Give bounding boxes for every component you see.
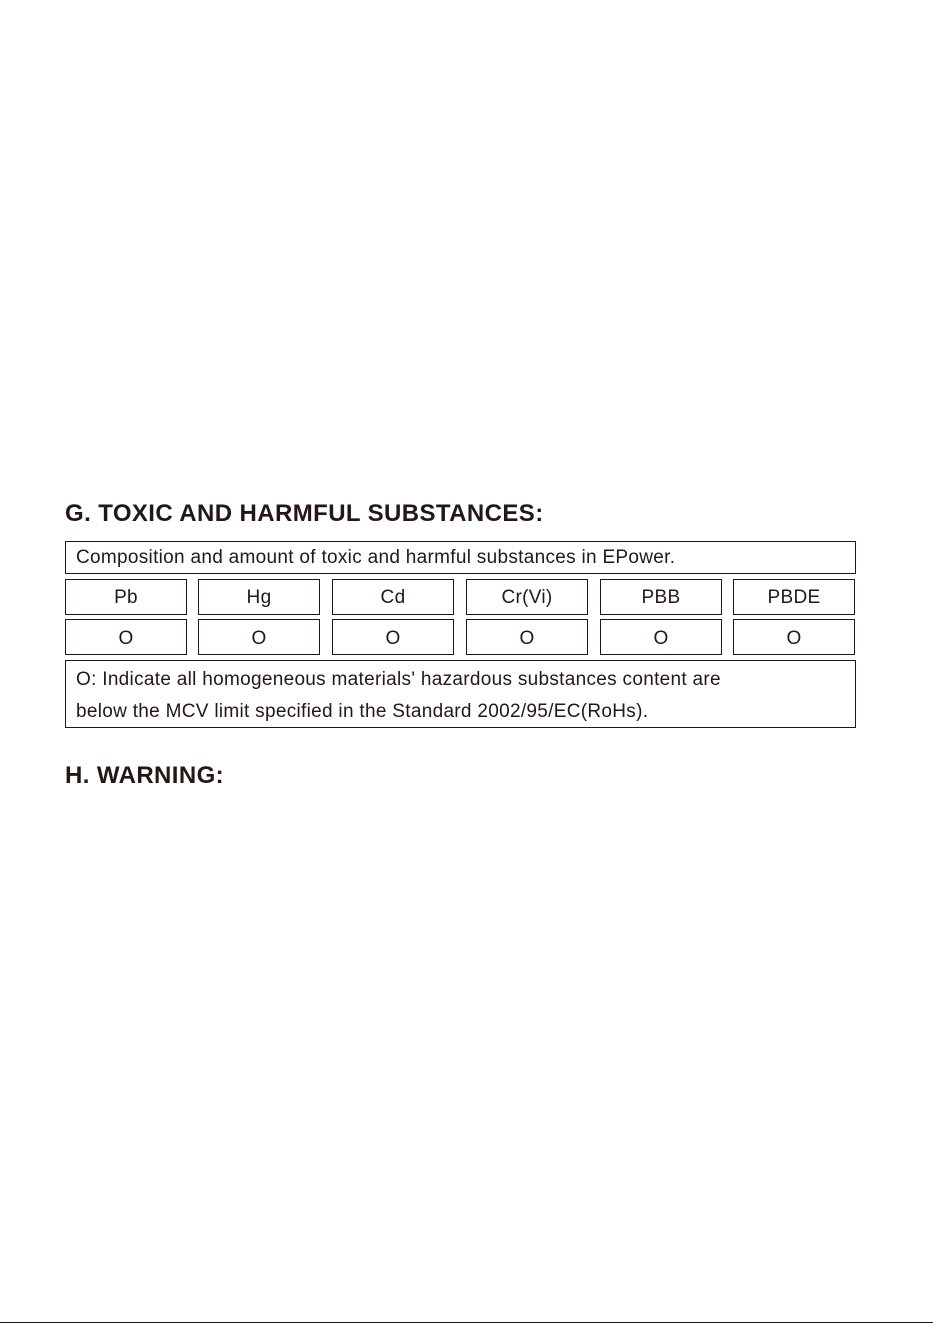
note-line-1: O: Indicate all homogeneous materials' hazardous substances content are: [76, 669, 721, 690]
section-g-heading: G. TOXIC AND HARMFUL SUBSTANCES:: [65, 500, 544, 527]
substance-name-pb: Pb: [65, 579, 187, 615]
substance-mark-pbb: O: [600, 619, 722, 655]
substances-note: [65, 660, 856, 728]
substance-name-crvi: Cr(Vi): [466, 579, 588, 615]
note-line-2: below the MCV limit specified in the Standard 2002/95/EC(RoHs).: [76, 701, 649, 722]
substance-name-cd: Cd: [332, 579, 454, 615]
substance-mark-hg: O: [198, 619, 320, 655]
substance-name-pbb: PBB: [600, 579, 722, 615]
substance-mark-pb: O: [65, 619, 187, 655]
substance-mark-crvi: O: [466, 619, 588, 655]
substances-caption: Composition and amount of toxic and harmful substances in EPower.: [65, 541, 856, 574]
substance-mark-cd: O: [332, 619, 454, 655]
section-h-heading: H. WARNING:: [65, 762, 225, 789]
substance-name-pbde: PBDE: [733, 579, 855, 615]
substance-name-hg: Hg: [198, 579, 320, 615]
substance-mark-pbde: O: [733, 619, 855, 655]
page-bottom-rule: [0, 1322, 933, 1323]
